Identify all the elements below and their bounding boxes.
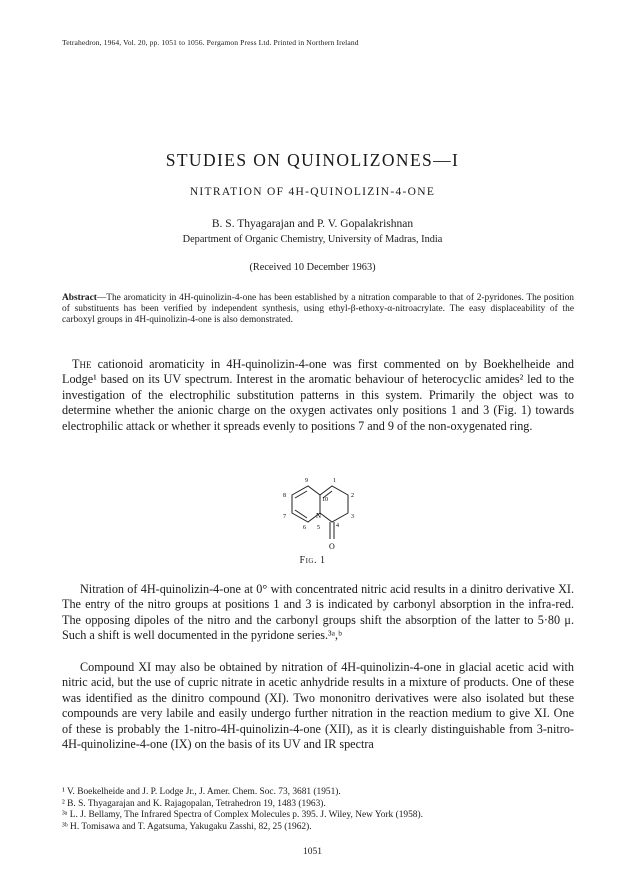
paragraph-lead-word: The — [72, 357, 92, 371]
figure-caption: Fig. 1 — [299, 555, 326, 566]
atom-label-8: 8 — [283, 493, 286, 499]
atom-label-2: 2 — [351, 493, 354, 499]
atom-label-n: N — [316, 512, 322, 520]
atom-label-7: 7 — [283, 514, 286, 520]
received-date: (Received 10 December 1963) — [249, 262, 376, 273]
paragraph-nitration: Nitration of 4H-quinolizin-4-one at 0° with concentrated nitric acid results in a dinitro derivative XI. The entry of the nitro groups at positions 1 and 3 is indicated by carbonyl absorption in the infra-red. The opposing dipoles of the nitro and the carbonyl groups shift the absorption of the latter to 5·80 μ. Such a shift is well documented in the pyridone series.³ᵃ,ᵇ — [62, 582, 574, 643]
atom-label-3: 3 — [351, 514, 354, 520]
quinolizinone-structure-figure — [270, 465, 370, 565]
structure-diagram — [270, 465, 370, 565]
paragraph-intro-text: cationoid aromaticity in 4H-quinolizin-4-one was first commented on by Boekhelheide and Lodge¹ based on its UV spectrum. Interest in the aromatic behaviour of heterocyclic amides² led to the investigation of the electrophilic substitution patterns in this system. Primarily the object was to determine whether the anionic charge on the oxygen activates only positions 1 and 3 (Fig. 1) towards electrophilic attack or whether it spreads evenly to positions 7 and 9 of the non-oxygenated ring. — [62, 357, 574, 433]
atom-label-9: 9 — [305, 478, 308, 484]
article-subtitle: NITRATION OF 4H-QUINOLIZIN-4-ONE — [189, 186, 436, 198]
abstract-label: Abstract — [62, 293, 97, 303]
authors: B. S. Thyagarajan and P. V. Gopalakrishnan — [211, 218, 414, 230]
affiliation: Department of Organic Chemistry, University of Madras, India — [182, 234, 443, 245]
abstract-text: —The aromaticity in 4H-quinolizin-4-one has been established by a nitration comparable to that of 2-pyridones. The position of substituents has been verified by independent synthesis, using ethyl-β-ethoxy-α-nitroacrylate. The easy displaceability of the carboxyl groups in 4H-quinolizin-4-one is also demonstrated. — [62, 293, 574, 326]
article-title: STUDIES ON QUINOLIZONES—I — [165, 150, 460, 170]
journal-header: Tetrahedron, 1964, Vol. 20, pp. 1051 to 1056. Pergamon Press Ltd. Printed in Northern Ireland — [62, 38, 359, 47]
atom-label-10: 10 — [322, 497, 328, 503]
atom-label-4: 4 — [336, 523, 339, 529]
paragraph-intro — [62, 357, 574, 434]
atom-label-6: 6 — [303, 525, 306, 531]
footnote-3a: ³ᵃ L. J. Bellamy, The Infrared Spectra of Complex Molecules p. 395. J. Wiley, New York (1958). — [62, 810, 423, 820]
atom-label-5: 5 — [317, 525, 320, 531]
atom-label-1: 1 — [333, 478, 336, 484]
footnote-2: ² B. S. Thyagarajan and K. Rajagopalan, Tetrahedron 19, 1483 (1963). — [62, 798, 326, 809]
page-number: 1051 — [303, 847, 322, 857]
paragraph-compound-xi: Compound XI may also be obtained by nitration of 4H-quinolizin-4-one in glacial acetic acid with nitric acid, but the use of cupric nitrate in acetic anhydride results in a mixture of products. One of these was identified as the dinitro compound (XI). Two mononitro derivatives were also isolated but these compounds are very labile and easily undergo further nitration in the reaction medium to give XI. One of these is probably the 1-nitro-4H-quinolizin-4-one (XII), as it is clearly distinguishable from 3-nitro-4H-quinolizine-4-one (IX) on the basis of its UV and IR spectra — [62, 660, 574, 752]
abstract — [62, 293, 574, 327]
footnotes — [62, 787, 574, 833]
footnote-3b: ³ᵇ H. Tomisawa and T. Agatsuma, Yakugaku Zasshi, 82, 25 (1962). — [62, 821, 312, 832]
footnote-1: ¹ V. Boekelheide and J. P. Lodge Jr., J. Amer. Chem. Soc. 73, 3681 (1951). — [62, 787, 341, 797]
atom-label-o: O — [329, 542, 335, 551]
